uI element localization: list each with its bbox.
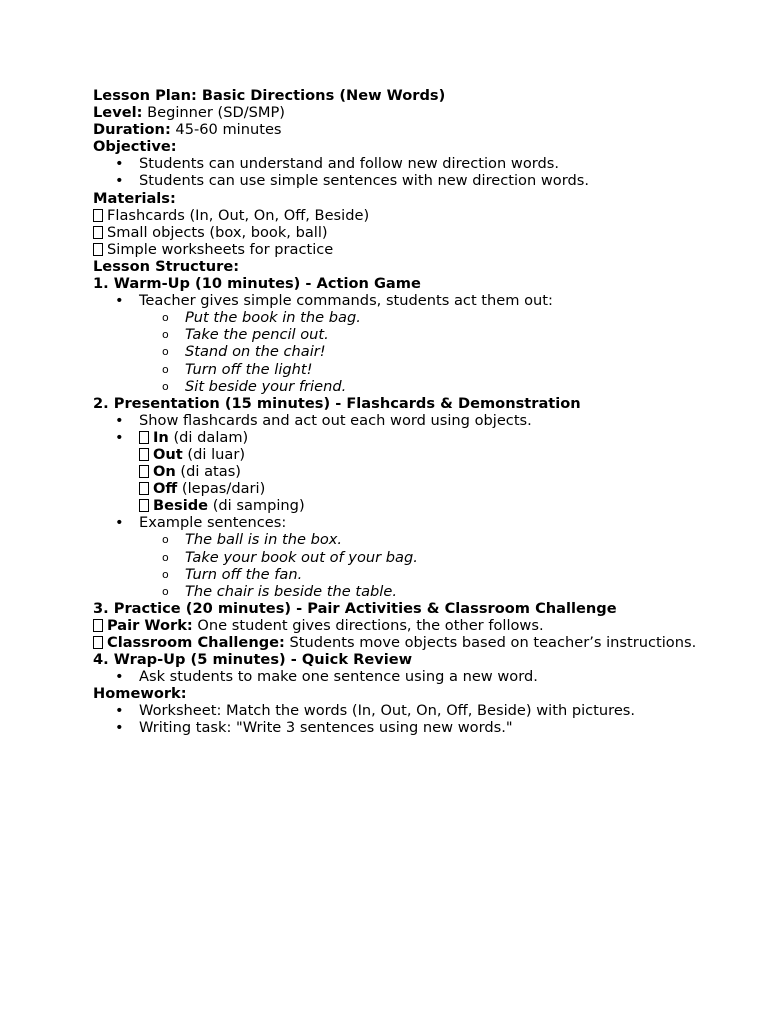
missing-glyph-icon	[139, 482, 149, 495]
example-sentence: o The ball is in the box.	[162, 531, 343, 549]
sub-bullet-icon: o	[162, 362, 169, 376]
sub-bullet-icon: o	[162, 328, 169, 342]
pair-work-line: Pair Work: One student gives directions, the other follows.	[93, 617, 713, 634]
classroom-challenge-line: Classroom Challenge: Students move objects based on teacher’s instructions.	[93, 634, 713, 651]
missing-glyph-icon	[93, 636, 103, 649]
missing-glyph-icon	[93, 243, 103, 256]
missing-glyph-icon	[139, 499, 149, 512]
warmup-command: o Put the book in the bag.	[162, 309, 361, 327]
level-line: Level: Beginner (SD/SMP)	[93, 104, 285, 122]
warmup-intro: • Teacher gives simple commands, students act them out:	[115, 292, 553, 310]
bullet-icon: •	[115, 702, 124, 720]
sub-bullet-icon: o	[162, 311, 169, 325]
presentation-heading: 2. Presentation (15 minutes) - Flashcards & Demonstration	[93, 394, 581, 412]
sub-bullet-icon: o	[162, 584, 169, 598]
sub-bullet-icon: o	[162, 379, 169, 393]
missing-glyph-icon	[139, 465, 149, 478]
objective-item: • Students can use simple sentences with new direction words.	[115, 172, 589, 190]
homework-item: • Writing task: "Write 3 sentences using new words."	[115, 719, 513, 737]
word-item: Off (lepas/dari)	[93, 480, 713, 497]
example-sentence: o The chair is beside the table.	[162, 582, 397, 600]
warmup-command: o Turn off the light!	[162, 360, 313, 378]
sub-bullet-icon: o	[162, 345, 169, 359]
bullet-icon: •	[115, 514, 124, 532]
example-sentence: o Turn off the fan.	[162, 565, 303, 583]
material-item: Simple worksheets for practice	[93, 241, 713, 258]
missing-glyph-icon	[93, 619, 103, 632]
bullet-icon: •	[115, 668, 124, 686]
sub-bullet-icon: o	[162, 567, 169, 581]
objective-item: • Students can understand and follow new direction words.	[115, 155, 559, 173]
warmup-heading: 1. Warm-Up (10 minutes) - Action Game	[93, 275, 421, 293]
examples-label: • Example sentences:	[115, 514, 287, 532]
warmup-command: o Stand on the chair!	[162, 343, 326, 361]
word-item: Out (di luar)	[93, 446, 713, 463]
duration-line: Duration: 45-60 minutes	[93, 121, 282, 139]
material-item: Small objects (box, book, ball)	[93, 224, 713, 241]
bullet-icon: •	[115, 155, 124, 173]
presentation-intro: • Show flashcards and act out each word using objects.	[115, 411, 532, 429]
word-item: Beside (di samping)	[93, 497, 713, 514]
missing-glyph-icon	[139, 448, 149, 461]
bullet-icon: •	[115, 719, 124, 737]
word-item: • In (di dalam)	[115, 428, 249, 446]
sub-bullet-icon: o	[162, 533, 169, 547]
bullet-icon: •	[115, 411, 124, 429]
homework-item: • Worksheet: Match the words (In, Out, On, Off, Beside) with pictures.	[115, 702, 636, 720]
bullet-icon: •	[115, 292, 124, 310]
warmup-command: o Take the pencil out.	[162, 326, 329, 344]
word-item: On (di atas)	[93, 463, 713, 480]
practice-heading: 3. Practice (20 minutes) - Pair Activities & Classroom Challenge	[93, 599, 617, 617]
objective-heading: Objective:	[93, 138, 177, 156]
lesson-plan-document	[93, 87, 713, 737]
missing-glyph-icon	[93, 226, 103, 239]
wrapup-item: • Ask students to make one sentence using a new word.	[115, 668, 538, 686]
material-item: Flashcards (In, Out, On, Off, Beside)	[93, 207, 713, 224]
sub-bullet-icon: o	[162, 550, 169, 564]
structure-heading: Lesson Structure:	[93, 257, 240, 275]
bullet-icon: •	[115, 428, 124, 446]
missing-glyph-icon	[139, 431, 149, 444]
missing-glyph-icon	[93, 209, 103, 222]
document-title: Lesson Plan: Basic Directions (New Words)	[93, 87, 446, 104]
bullet-icon: •	[115, 172, 124, 190]
materials-heading: Materials:	[93, 189, 176, 207]
homework-heading: Homework:	[93, 685, 187, 703]
example-sentence: o Take your book out of your bag.	[162, 548, 418, 566]
wrapup-heading: 4. Wrap-Up (5 minutes) - Quick Review	[93, 651, 413, 669]
warmup-command: o Sit beside your friend.	[162, 377, 347, 395]
